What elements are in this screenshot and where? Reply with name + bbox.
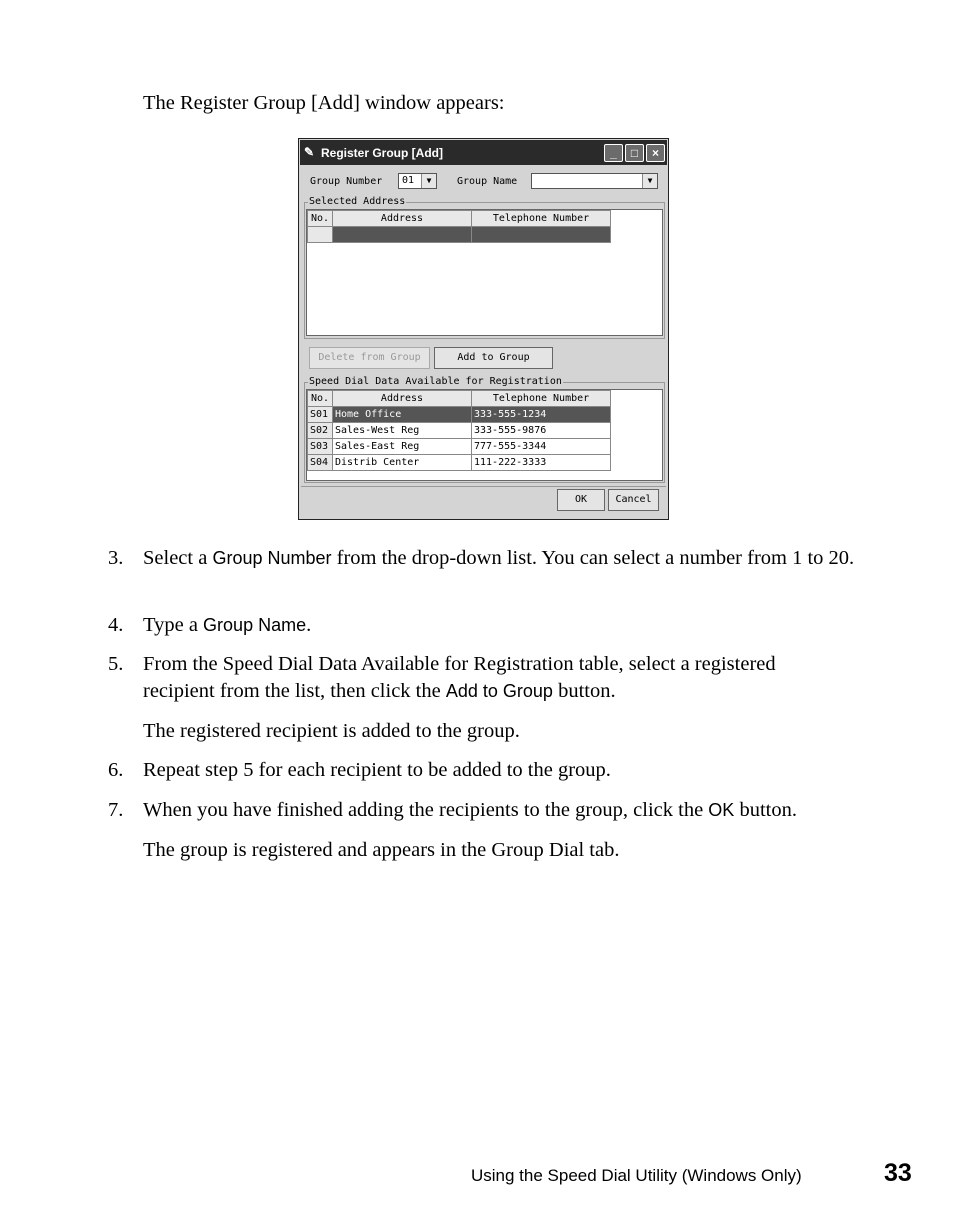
step-number: 7. (108, 799, 124, 821)
step-5-note: The registered recipient is added to the group. (143, 720, 520, 742)
row-no: S01 (308, 407, 333, 423)
row-address: Sales-East Reg (333, 439, 472, 455)
step-number: 6. (108, 759, 124, 781)
group-name-label: Group Name (457, 176, 518, 187)
step-number: 4. (108, 614, 124, 636)
delete-from-group-button[interactable]: Delete from Group (309, 347, 430, 369)
group-number-dropdown[interactable] (398, 173, 437, 189)
step-4-text (143, 612, 863, 639)
step-text-part: Select a (143, 547, 213, 569)
row-telephone: 333-555-1234 (472, 407, 611, 423)
table-row[interactable] (308, 227, 611, 243)
row-no: S03 (308, 439, 333, 455)
col-header-address: Address (333, 391, 472, 407)
row-address: Sales-West Reg (333, 423, 472, 439)
step-7-note: The group is registered and appears in the Group Dial tab. (143, 839, 620, 861)
table-row[interactable] (308, 423, 611, 439)
speed-dial-table (307, 390, 611, 471)
step-7-text (143, 797, 883, 824)
chevron-down-icon: ▼ (642, 174, 657, 188)
close-button[interactable]: × (646, 144, 665, 162)
table-row[interactable] (308, 455, 611, 471)
selected-address-legend: Selected Address (309, 196, 406, 207)
page-number: 33 (884, 1159, 912, 1187)
row-telephone: 777-555-3344 (472, 439, 611, 455)
step-number: 5. (108, 653, 124, 675)
register-group-window (298, 138, 669, 520)
row-no: S04 (308, 455, 333, 471)
ui-term: Add to Group (445, 681, 553, 701)
table-row[interactable] (308, 439, 611, 455)
group-name-input[interactable] (531, 173, 658, 189)
group-number-label: Group Number (310, 176, 383, 187)
app-icon: ✎ (304, 145, 315, 159)
row-address: Home Office (333, 407, 472, 423)
add-to-group-button[interactable]: Add to Group (434, 347, 553, 369)
row-address: Distrib Center (333, 455, 472, 471)
selected-address-table (307, 210, 611, 243)
col-header-no: No. (308, 211, 333, 227)
ui-term: OK (708, 800, 735, 820)
row-telephone: 111-222-3333 (472, 455, 611, 471)
row-telephone: 333-555-9876 (472, 423, 611, 439)
table-row[interactable] (308, 407, 611, 423)
maximize-button[interactable]: □ (625, 144, 644, 162)
step-text-part: button. (734, 799, 797, 821)
col-header-no: No. (308, 391, 333, 407)
step-text-part: button. (552, 680, 616, 702)
divider (301, 486, 666, 487)
step-6-text: Repeat step 5 for each recipient to be added to the group. (143, 759, 611, 781)
col-header-telephone: Telephone Number (472, 211, 611, 227)
window-titlebar (300, 140, 667, 165)
group-number-value: 01 (402, 175, 415, 186)
step-text-part: Type a (143, 614, 204, 636)
step-number: 3. (108, 547, 124, 569)
row-no: S02 (308, 423, 333, 439)
minimize-button[interactable]: _ (604, 144, 623, 162)
speed-dial-legend: Speed Dial Data Available for Registration (309, 376, 562, 387)
ok-button[interactable]: OK (557, 489, 605, 511)
speed-dial-list[interactable] (306, 389, 663, 481)
selected-address-list[interactable] (306, 209, 663, 336)
step-5-text (143, 651, 843, 705)
step-3-text (143, 545, 863, 572)
col-header-telephone: Telephone Number (472, 391, 611, 407)
window-title: Register Group [Add] (321, 146, 443, 160)
step-text-part: from the drop-down list. You can select a number from 1 to 20. (331, 547, 855, 569)
cancel-button[interactable]: Cancel (608, 489, 659, 511)
ui-term: Group Number (212, 548, 332, 568)
footer-section-title: Using the Speed Dial Utility (Windows Only) (471, 1166, 802, 1185)
step-text-part: . (306, 614, 312, 636)
step-text-part: When you have finished adding the recipients to the group, click the (143, 799, 709, 821)
step-text-part: From the Speed Dial Data Available for Registration table, select a registered recipient from the list, then click the (143, 653, 776, 702)
intro-text: The Register Group [Add] window appears: (143, 92, 505, 114)
chevron-down-icon: ▼ (421, 174, 436, 188)
col-header-address: Address (333, 211, 472, 227)
ui-term: Group Name (203, 615, 307, 635)
